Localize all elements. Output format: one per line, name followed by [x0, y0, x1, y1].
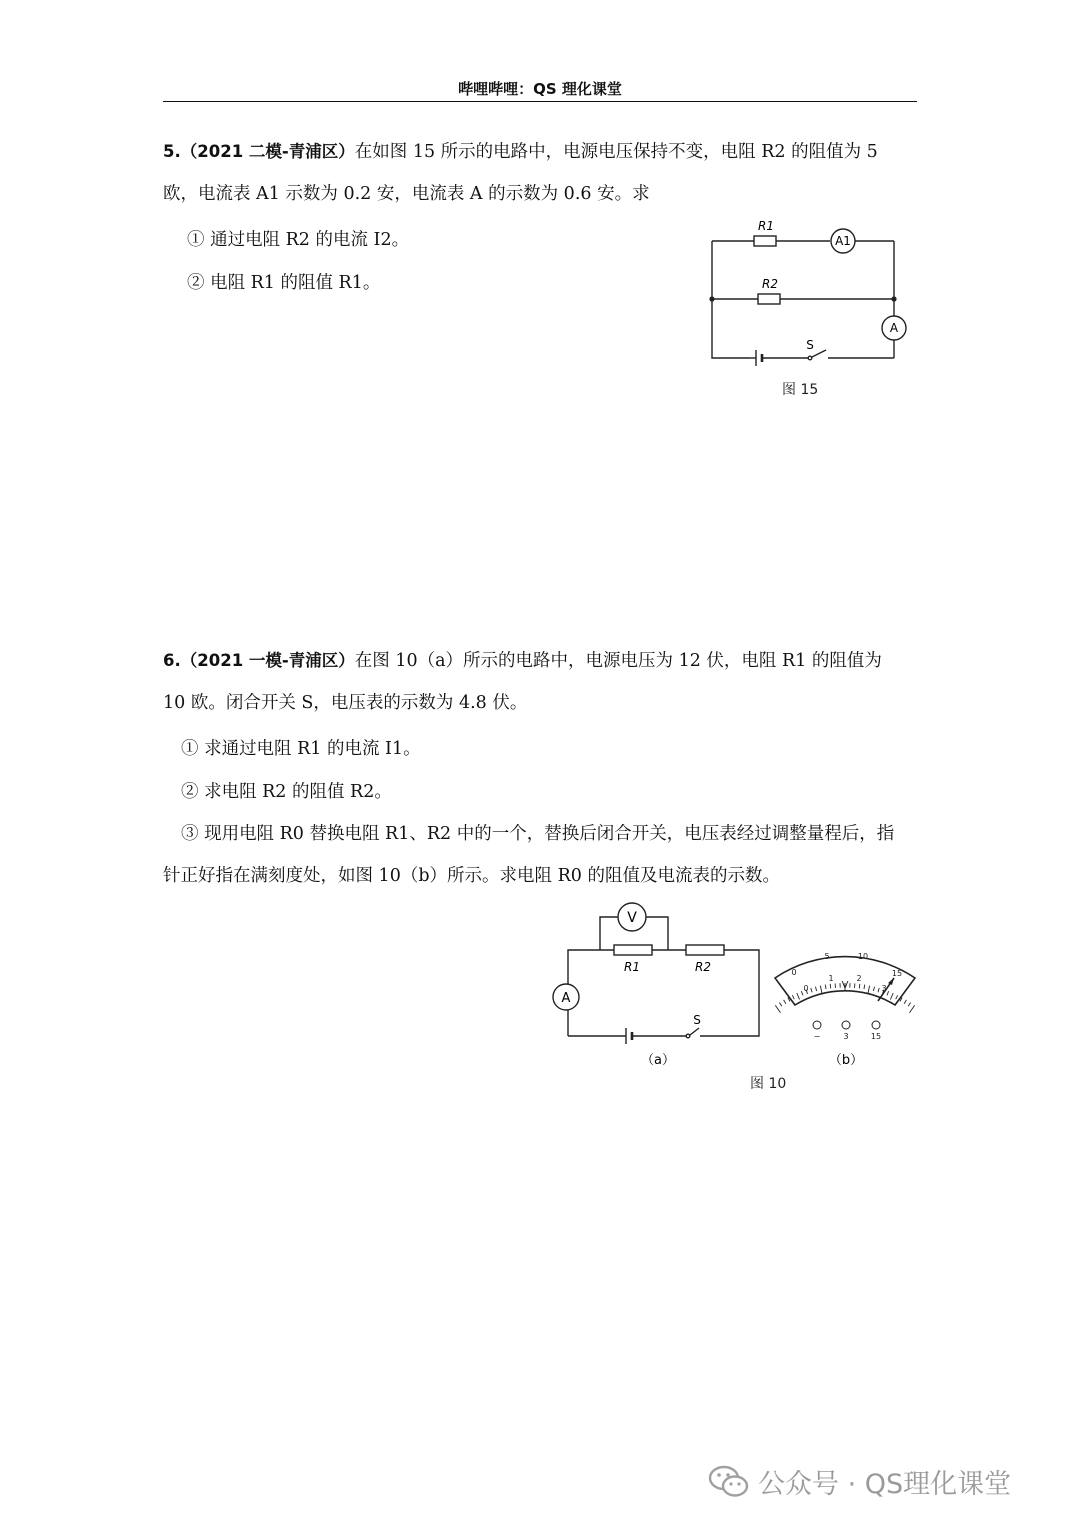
q6-ammeter-label: A	[561, 991, 571, 1006]
dial-inner-tick-1: 1	[828, 974, 834, 983]
q5-r1-label: R1	[758, 219, 774, 233]
dial-outer-tick-5: 5	[824, 952, 830, 961]
terminal-3: 3	[843, 1032, 849, 1041]
watermark-text: 公众号 · QS理化课堂	[758, 1469, 1012, 1500]
q6-voltmeter-label: V	[627, 910, 637, 926]
q6-r2-label: R2	[695, 960, 711, 974]
wechat-icon	[708, 1464, 750, 1500]
q6-text-line1: 在图 10（a）所示的电路中，电源电压为 12 伏，电阻 R1 的阻值为	[354, 651, 882, 671]
q6-sub3-line2: 针正好指在满刻度处，如图 10（b）所示。求电阻 R0 的阻值及电流表的示数。	[163, 866, 780, 886]
q5-figure-caption: 图 15	[782, 382, 819, 398]
q6-circuit-diagram	[548, 900, 768, 1070]
q5-stem	[163, 131, 917, 215]
q5-switch-label: S	[806, 338, 814, 352]
q5-r2-label: R2	[762, 277, 778, 291]
q6-stem	[163, 640, 917, 724]
q5-text-line1: 在如图 15 所示的电路中，电源电压保持不变，电阻 R2 的阻值为 5	[354, 142, 878, 162]
dial-inner-tick-0: 0	[803, 984, 809, 993]
dial-outer-tick-0: 0	[791, 968, 797, 977]
terminal-15: 15	[870, 1032, 882, 1041]
q6-voltmeter-dial	[770, 945, 920, 1070]
dial-tick-mark	[910, 1005, 915, 1012]
dial-tick-mark	[859, 984, 860, 989]
q5-ammeter1-label: A1	[835, 234, 851, 248]
dial-outer-tick-15: 15	[891, 969, 903, 978]
header-divider	[163, 101, 917, 102]
watermark	[708, 1462, 1011, 1501]
dial-outer-tick-10: 10	[857, 952, 869, 961]
q6-figure-caption: 图 10	[750, 1076, 787, 1092]
q6-sub2: ② 求电阻 R2 的阻值 R2。	[181, 782, 392, 802]
q5-sub1: ① 通过电阻 R2 的电流 I2。	[187, 230, 410, 250]
q6-r1-label: R1	[624, 960, 640, 974]
dial-tick-mark	[908, 1003, 910, 1007]
terminal-negative: −	[813, 1032, 821, 1041]
q6-switch-label: S	[693, 1013, 701, 1027]
dial-tick-mark	[830, 984, 831, 989]
q5-sub2: ② 电阻 R1 的阻值 R1。	[187, 273, 381, 293]
dial-inner-tick-2: 2	[856, 974, 862, 983]
q5-text-line2: 欧，电流表 A1 示数为 0.2 安，电流表 A 的示数为 0.6 安。求	[163, 184, 650, 204]
q5-ammeter-label: A	[889, 321, 899, 335]
q5-label: 5.（2021 二模-青浦区）	[163, 142, 355, 161]
dial-tick-mark	[784, 1000, 786, 1004]
dial-tick-mark	[904, 1000, 906, 1004]
q6-label-a: （a）	[641, 1053, 675, 1068]
dial-unit: V	[841, 980, 849, 991]
q5-circuit-diagram	[700, 212, 920, 377]
q6-label-b: （b）	[828, 1053, 864, 1068]
dial-tick-mark	[779, 1003, 781, 1007]
q6-sub3-line1: ③ 现用电阻 R0 替换电阻 R1、R2 中的一个，替换后闭合开关，电压表经过调整量程后，指	[181, 824, 895, 844]
q6-label: 6.（2021 一模-青浦区）	[163, 651, 355, 670]
dial-inner-tick-3: 3	[881, 984, 887, 993]
dial-tick-mark	[775, 1005, 780, 1012]
page-header: 哔哩哔哩：QS 理化课堂	[458, 80, 622, 98]
q6-sub1: ① 求通过电阻 R1 的电流 I1。	[181, 739, 421, 759]
q6-text-line2: 10 欧。闭合开关 S，电压表的示数为 4.8 伏。	[163, 693, 528, 713]
